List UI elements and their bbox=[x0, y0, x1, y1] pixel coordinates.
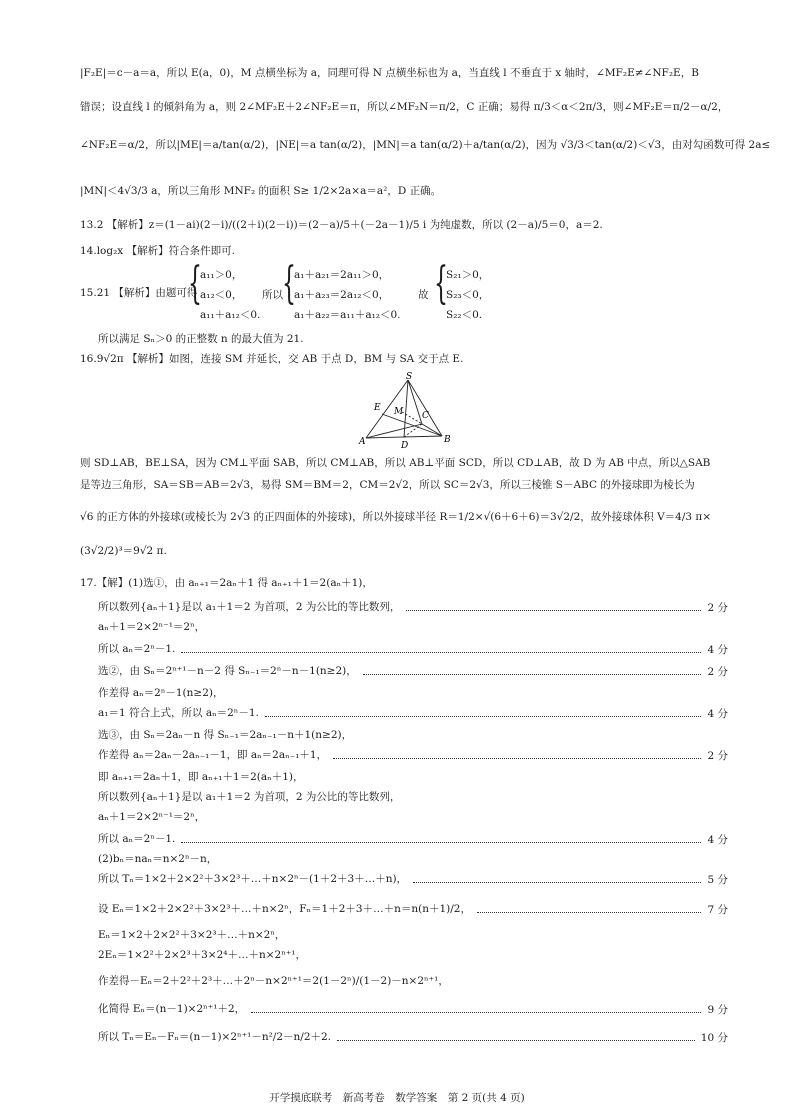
score-label: 5 分 bbox=[707, 874, 728, 886]
score-label: 9 分 bbox=[707, 1004, 728, 1016]
solution-line: aₙ＋1＝2×2ⁿ⁻¹＝2ⁿ， bbox=[98, 811, 206, 823]
solution-line: 选②，由 Sₙ＝2ⁿ⁺¹－n－2 得 Sₙ₋₁＝2ⁿ－n－1(n≥2)， bbox=[98, 665, 357, 677]
solution-line: 所以 aₙ＝2ⁿ－1. bbox=[98, 643, 176, 655]
leader-dots bbox=[251, 1012, 701, 1013]
leader-dots bbox=[265, 716, 701, 717]
score-label: 7 分 bbox=[707, 904, 728, 916]
q16-line: 则 SD⊥AB，BE⊥SA，因为 CM⊥平面 SAB，所以 CM⊥AB，所以 AB⊥平面 SCD，所以 CD⊥AB，故 D 为 AB 中点，所以△SAB bbox=[80, 457, 711, 469]
fig-label-b: B bbox=[444, 435, 451, 445]
q15-lead: 15.21 【解析】由题可得 bbox=[80, 287, 198, 299]
score-label: 2 分 bbox=[707, 602, 728, 614]
solution-line: 设 Eₙ＝1×2＋2×2²＋3×2³＋…＋n×2ⁿ，Fₙ＝1＋2＋3＋…＋n＝n(n＋1)/2， bbox=[98, 903, 471, 915]
sys2-row: a₁＋a₂₃＝2a₁₂＜0， bbox=[294, 289, 390, 301]
solution-line: 所以 aₙ＝2ⁿ－1. bbox=[98, 833, 176, 845]
page-footer: 开学摸底联考 新高考卷 数学答案 第 2 页(共 4 页) bbox=[269, 1092, 525, 1104]
brace-3: { bbox=[434, 258, 448, 309]
fig-label-d: D bbox=[401, 441, 409, 451]
fig-label-e: E bbox=[374, 403, 381, 413]
solution-line: (2)bₙ＝naₙ＝n×2ⁿ－n， bbox=[98, 853, 218, 865]
solution-line: 化简得 Eₙ＝(n－1)×2ⁿ⁺¹＋2， bbox=[98, 1003, 246, 1015]
score-label: 4 分 bbox=[707, 708, 728, 720]
sys1-row: a₁₁＞0， bbox=[200, 269, 243, 281]
text-line: ∠NF₂E＝α/2，所以|ME|＝a/tan(α/2)，|NE|＝a tan(α/2)，|MN|＝a tan(α/2)＋a/tan(α/2)，因为 √3/3＜tan(α/2)＜√3，由对勾函数可得 2a≤ bbox=[80, 139, 771, 151]
q16-line: (3√2/2)³＝9√2 π. bbox=[80, 545, 167, 557]
leader-dots bbox=[181, 842, 701, 843]
sys1-row: a₁₁＋a₁₂＜0. bbox=[200, 309, 261, 321]
leader-dots bbox=[413, 882, 701, 883]
sys3-row: S₂₁＞0， bbox=[446, 269, 490, 281]
fig-label-c: C bbox=[422, 411, 429, 421]
solution-line: 作差得 aₙ＝2aₙ－2aₙ₋₁－1，即 aₙ＝2aₙ₋₁＋1， bbox=[98, 749, 328, 761]
solution-line: 所以 Tₙ＝1×2＋2×2²＋3×2³＋…＋n×2ⁿ－(1＋2＋3＋…＋n)， bbox=[98, 873, 408, 885]
fig-label-m: M bbox=[394, 407, 404, 417]
leader-dots bbox=[181, 652, 701, 653]
solution-line: Eₙ＝1×2＋2×2²＋3×2³＋…＋n×2ⁿ， bbox=[98, 929, 286, 941]
q16-line: √6 的正方体的外接球(或棱长为 2√3 的正四面体的外接球)，所以外接球半径 R＝1/2×√(6＋6＋6)＝3√2/2，故外接球体积 V＝4/3 π× bbox=[80, 511, 712, 523]
text-line: |MN|＜4√3/3 a，所以三角形 MNF₂ 的面积 S≥ 1/2×2a×a＝a²，D 正确。 bbox=[80, 185, 442, 197]
leader-dots bbox=[363, 674, 701, 675]
score-label: 4 分 bbox=[707, 834, 728, 846]
leader-dots bbox=[477, 912, 701, 913]
solution-line: 作差得 aₙ＝2ⁿ－1(n≥2)， bbox=[98, 687, 224, 699]
sys2-row: a₁＋a₂₂＝a₁₁＋a₁₂＜0. bbox=[294, 309, 401, 321]
solution-line: a₁＝1 符合上式，所以 aₙ＝2ⁿ－1. bbox=[98, 707, 259, 719]
score-label: 4 分 bbox=[707, 644, 728, 656]
score-label: 10 分 bbox=[700, 1032, 728, 1044]
leader-dots bbox=[337, 1040, 695, 1041]
solution-line: 选③，由 Sₙ＝2aₙ－n 得 Sₙ₋₁＝2aₙ₋₁－n＋1(n≥2)， bbox=[98, 729, 353, 741]
text-line: 错误；设直线 l 的倾斜角为 a，则 2∠MF₂E＋2∠NF₂E＝π，所以∠MF₂N＝π/2，C 正确；易得 π/3＜α＜2π/3，则∠MF₂E＝π/2－α/2， bbox=[80, 101, 729, 113]
solution-line: aₙ＋1＝2×2ⁿ⁻¹＝2ⁿ， bbox=[98, 621, 206, 633]
sys2-row: a₁＋a₂₁＝2a₁₁＞0， bbox=[294, 269, 390, 281]
fig-label-a: A bbox=[359, 437, 366, 447]
q14-line: 14.log₂x 【解析】符合条件即可. bbox=[80, 245, 235, 257]
q16-line: 16.9√2π 【解析】如图，连接 SM 并延长，交 AB 于点 D，BM 与 SA 交于点 E. bbox=[80, 353, 464, 365]
q15-mid2: 故 bbox=[418, 289, 429, 301]
solution-line: 作差得－Eₙ＝2＋2²＋2³＋…＋2ⁿ－n×2ⁿ⁺¹＝2(1－2ⁿ)/(1－2)－n×2ⁿ⁺¹， bbox=[98, 975, 449, 987]
brace-1: { bbox=[188, 258, 202, 309]
q15-tail: 所以满足 Sₙ＞0 的正整数 n 的最大值为 21. bbox=[98, 333, 304, 345]
score-label: 2 分 bbox=[707, 750, 728, 762]
leader-dots bbox=[406, 610, 701, 611]
text-line: |F₂E|＝c－a＝a，所以 E(a，0)，M 点横坐标为 a，同理可得 N 点横坐标也为 a，当直线 l 不垂直于 x 轴时，∠MF₂E≠∠NF₂E，B bbox=[80, 67, 699, 79]
sys3-row: S₂₂＜0. bbox=[446, 309, 483, 321]
sys1-row: a₁₂＜0， bbox=[200, 289, 243, 301]
solution-line: 所以 Tₙ＝Eₙ－Fₙ＝(n－1)×2ⁿ⁺¹－n²/2－n/2＋2. bbox=[98, 1031, 332, 1043]
q13-line: 13.2 【解析】z＝(1－ai)(2－i)/((2＋i)(2－i))＝(2－a)/5＋(－2a－1)/5 i 为纯虚数，所以 (2－a)/5＝0，a＝2. bbox=[80, 219, 603, 231]
solution-line: 17.【解】(1)选①，由 aₙ₊₁＝2aₙ＋1 得 aₙ₊₁＋1＝2(aₙ＋1)， bbox=[80, 577, 373, 589]
leader-dots bbox=[333, 758, 701, 759]
score-label: 2 分 bbox=[707, 666, 728, 678]
sys3-row: S₂₃＜0， bbox=[446, 289, 490, 301]
solution-line: 所以数列{aₙ＋1}是以 a₁＋1＝2 为首项，2 为公比的等比数列， bbox=[98, 791, 401, 803]
brace-2: { bbox=[282, 258, 296, 309]
solution-line: 2Eₙ＝1×2²＋2×2³＋3×2⁴＋…＋n×2ⁿ⁺¹， bbox=[98, 949, 307, 961]
tetrahedron-figure bbox=[356, 372, 456, 452]
q16-line: 是等边三角形，SA＝SB＝AB＝2√3，易得 SM＝BM＝2，CM＝2√2，所以 SC＝2√3，所以三棱锥 S－ABC 的外接球即为棱长为 bbox=[80, 479, 695, 491]
solution-line: 所以数列{aₙ＋1}是以 a₁＋1＝2 为首项，2 为公比的等比数列， bbox=[98, 601, 401, 613]
fig-label-s: S bbox=[406, 372, 413, 382]
solution-line: 即 aₙ₊₁＝2aₙ＋1，即 aₙ₊₁＋1＝2(aₙ＋1)， bbox=[98, 771, 304, 783]
q15-mid1: 所以 bbox=[262, 289, 283, 301]
